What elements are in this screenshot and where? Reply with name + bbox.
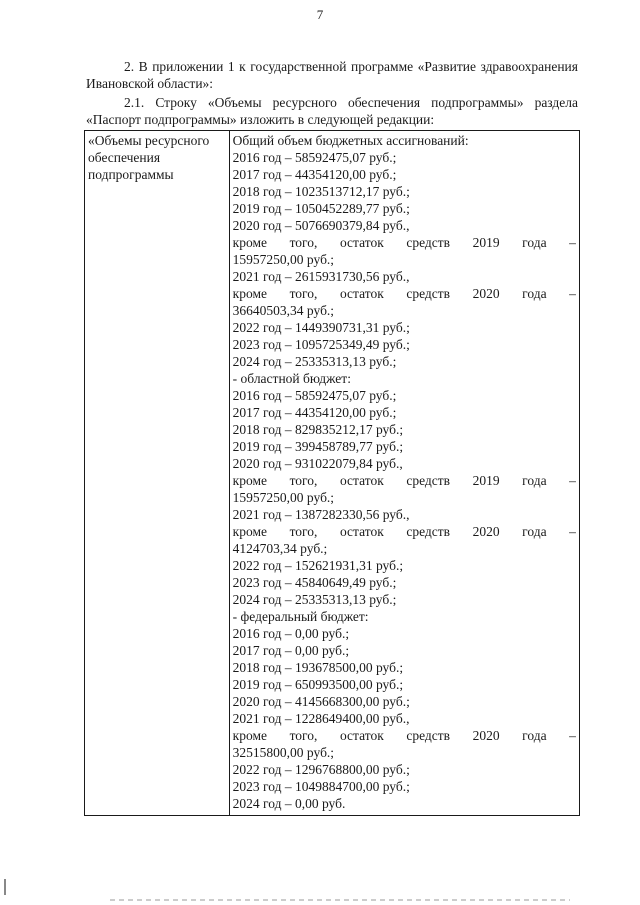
funding-line: - областной бюджет: <box>232 371 351 386</box>
funding-line: 2020 год – 5076690379,84 руб., <box>232 218 410 233</box>
funding-line: 2017 год – 0,00 руб.; <box>232 643 350 658</box>
paragraph-amendment-subitem: 2.1. Строку «Объемы ресурсного обеспечения подпрограммы» раздела «Паспорт подпрограммы» изложить в следующей редакции: <box>86 95 578 127</box>
funding-line: 2019 год – 399458789,77 руб.; <box>232 439 404 454</box>
funding-line: 2024 год – 25335313,13 руб.; <box>232 592 397 607</box>
passport-table <box>84 130 580 816</box>
funding-line: 2022 год – 1296768800,00 руб.; <box>232 762 410 777</box>
funding-content-cell <box>229 131 579 816</box>
funding-line: 4124703,34 руб.; <box>232 541 328 556</box>
funding-line: 15957250,00 руб.; <box>232 252 335 267</box>
funding-line: 36640503,34 руб.; <box>232 303 335 318</box>
paragraph-amendment-intro: 2. В приложении 1 к государственной программе «Развитие здравоохранения Ивановской области»: <box>86 59 578 91</box>
funding-line: 2018 год – 829835212,17 руб.; <box>232 422 404 437</box>
table-row <box>85 131 580 816</box>
funding-line: 2018 год – 1023513712,17 руб.; <box>232 184 410 199</box>
scan-edge-artifact <box>4 879 6 895</box>
funding-lines <box>233 132 576 812</box>
funding-line: 2023 год – 1095725349,49 руб.; <box>232 337 410 352</box>
funding-line: 2016 год – 58592475,07 руб.; <box>232 388 397 403</box>
funding-line: 2021 год – 2615931730,56 руб., <box>232 269 410 284</box>
funding-line: кроме того, остаток средств 2020 года – <box>232 728 576 743</box>
funding-line: 2017 год – 44354120,00 руб.; <box>232 167 397 182</box>
funding-line: - федеральный бюджет: <box>232 609 369 624</box>
funding-line: 2016 год – 58592475,07 руб.; <box>232 150 397 165</box>
funding-line: Общий объем бюджетных ассигнований: <box>232 133 469 148</box>
funding-line: 2022 год – 1449390731,31 руб.; <box>232 320 410 335</box>
page-number: 7 <box>316 7 324 22</box>
resource-label-cell: «Объемы ресурсного обеспечения подпрограммы <box>85 131 230 816</box>
funding-line: 2021 год – 1387282330,56 руб., <box>232 507 410 522</box>
funding-line: 2023 год – 45840649,49 руб.; <box>232 575 397 590</box>
funding-line: кроме того, остаток средств 2020 года – <box>232 524 576 539</box>
funding-line: кроме того, остаток средств 2019 года – <box>232 235 576 250</box>
funding-line: 15957250,00 руб.; <box>232 490 335 505</box>
funding-line: 2024 год – 0,00 руб. <box>232 796 346 811</box>
funding-line: 2024 год – 25335313,13 руб.; <box>232 354 397 369</box>
scan-artifact <box>110 899 570 901</box>
funding-line: 2018 год – 193678500,00 руб.; <box>232 660 404 675</box>
funding-line: 2022 год – 152621931,31 руб.; <box>232 558 404 573</box>
funding-line: 2019 год – 650993500,00 руб.; <box>232 677 404 692</box>
funding-line: 2017 год – 44354120,00 руб.; <box>232 405 397 420</box>
funding-line: 2016 год – 0,00 руб.; <box>232 626 350 641</box>
funding-line: кроме того, остаток средств 2019 года – <box>232 473 576 488</box>
funding-line: 2020 год – 4145668300,00 руб.; <box>232 694 410 709</box>
funding-line: 2021 год – 1228649400,00 руб., <box>232 711 410 726</box>
funding-line: 2020 год – 931022079,84 руб., <box>232 456 403 471</box>
funding-line: 32515800,00 руб.; <box>232 745 335 760</box>
funding-line: 2023 год – 1049884700,00 руб.; <box>232 779 410 794</box>
funding-line: 2019 год – 1050452289,77 руб.; <box>232 201 410 216</box>
funding-line: кроме того, остаток средств 2020 года – <box>232 286 576 301</box>
